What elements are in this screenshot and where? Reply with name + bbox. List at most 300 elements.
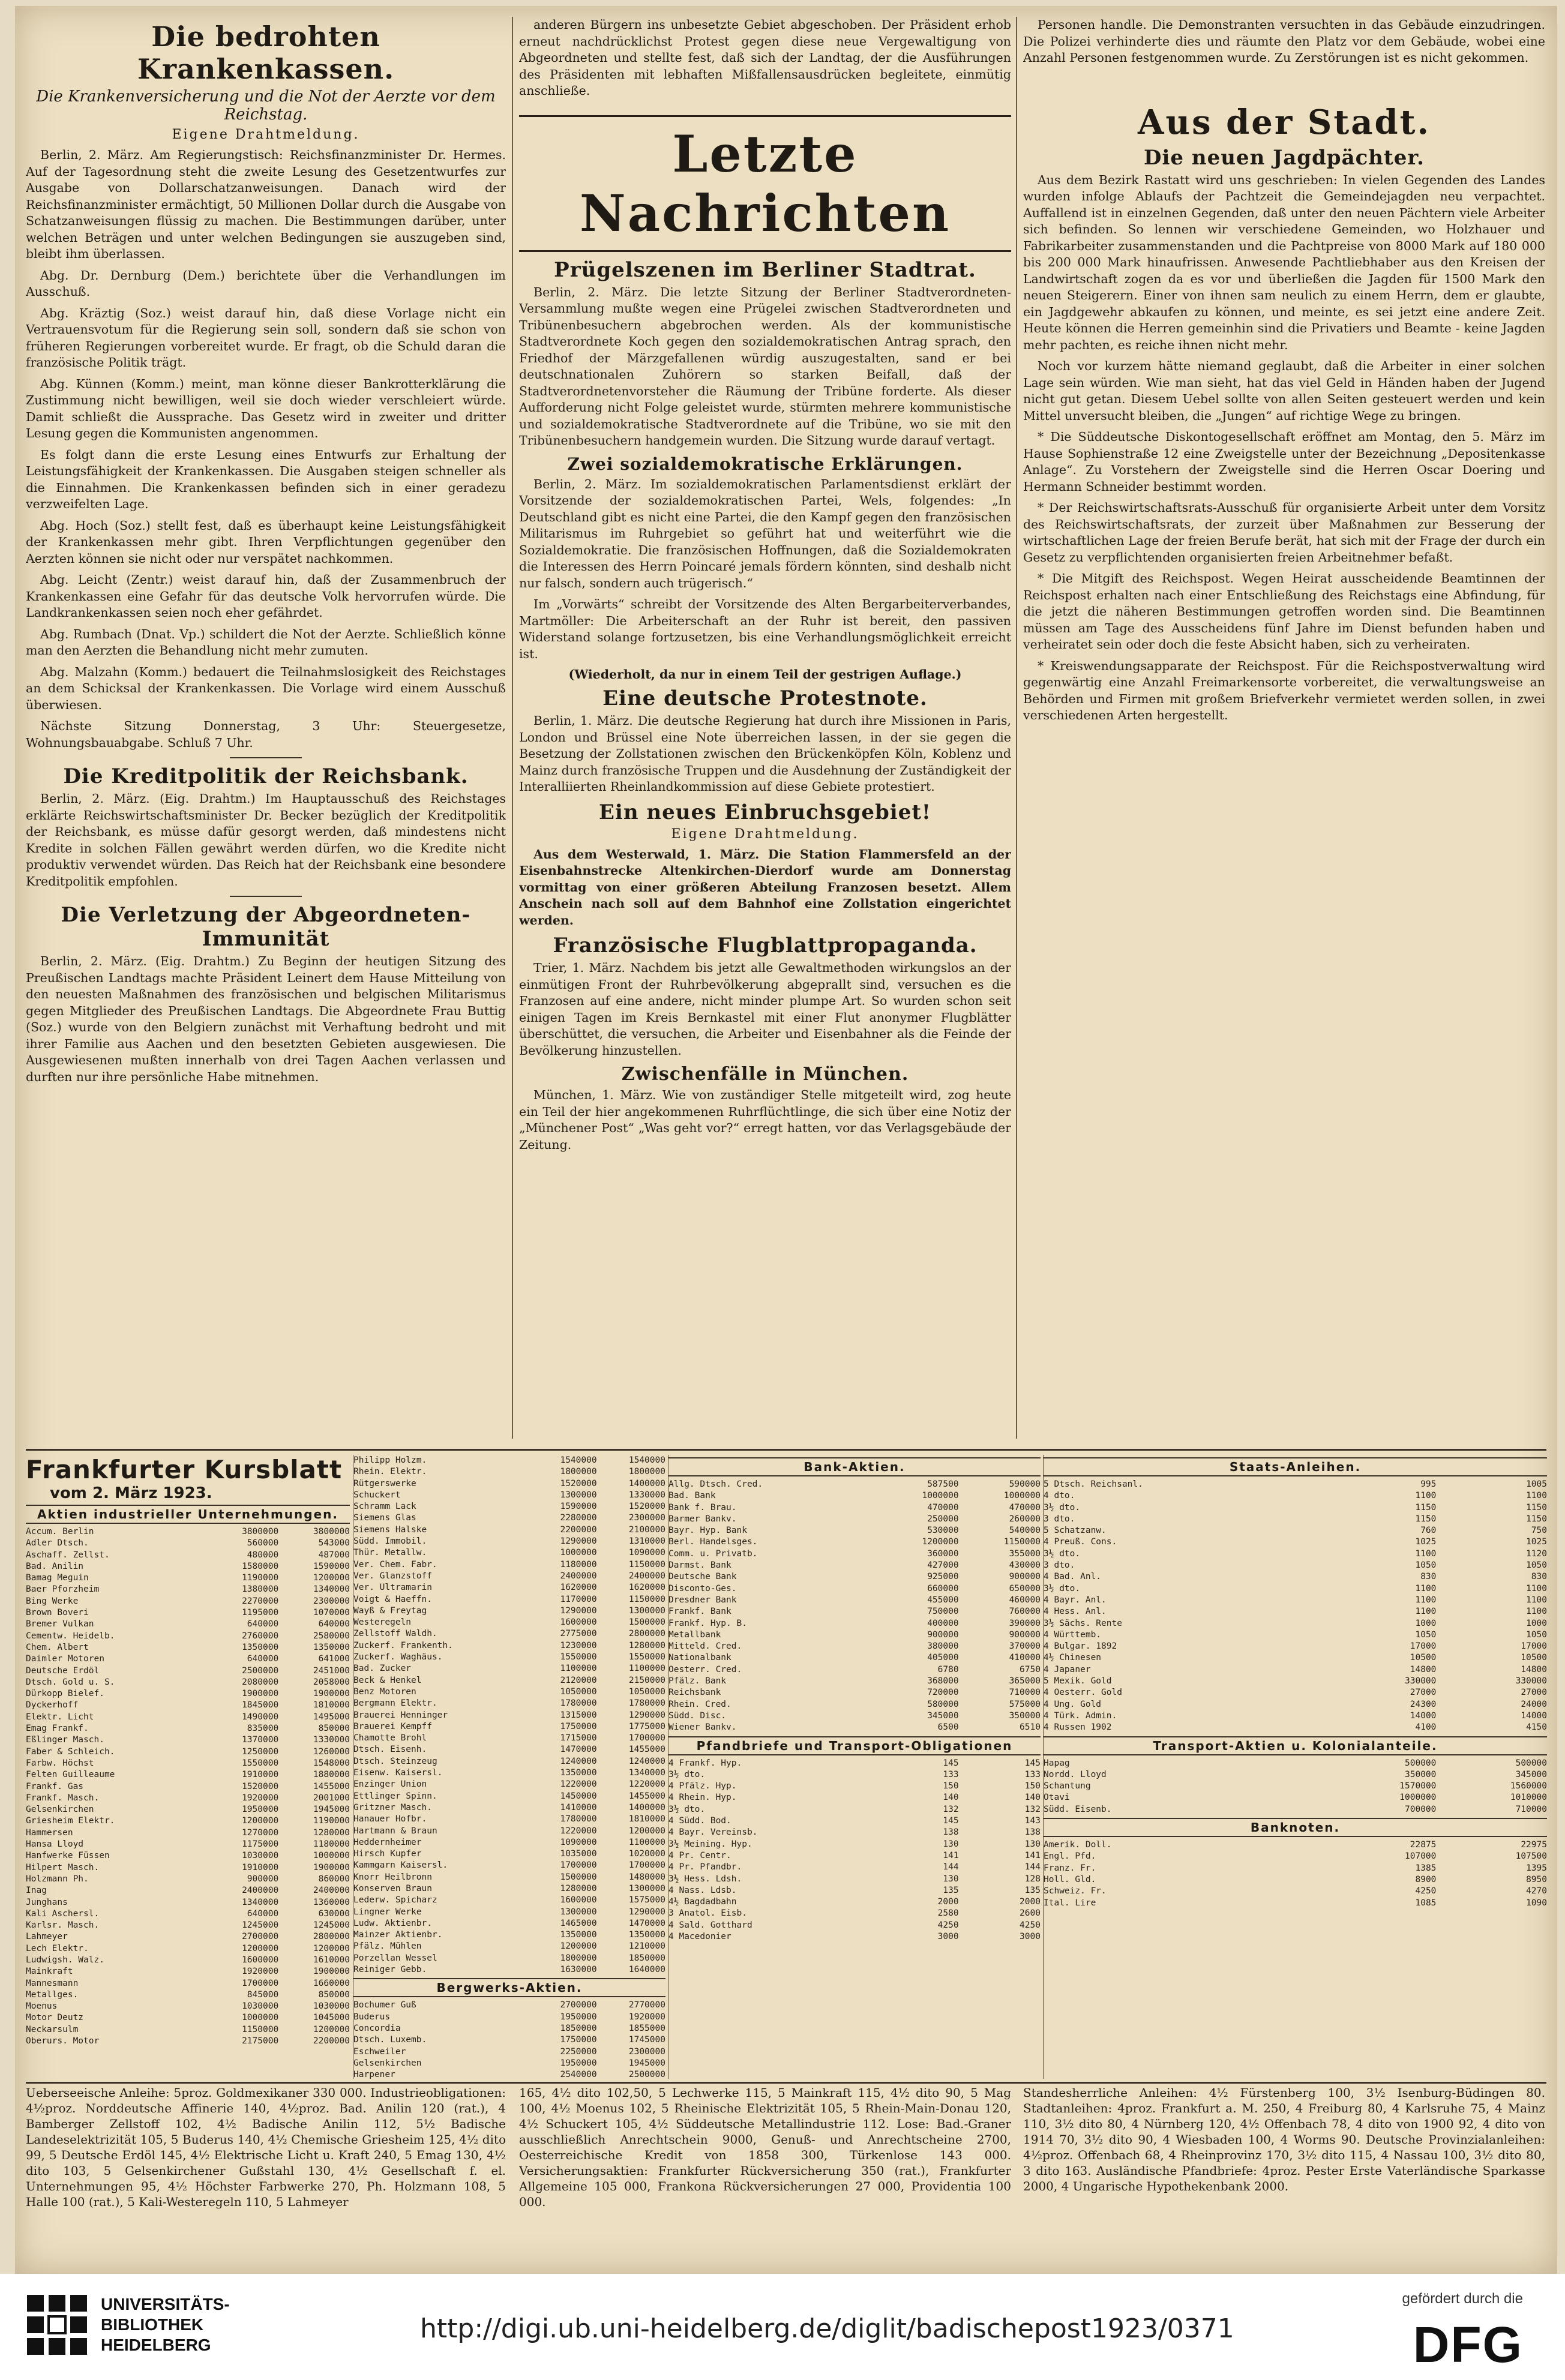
quote-value: 1400000 (628, 1802, 665, 1812)
quote-value: 560000 (247, 1538, 279, 1548)
library-logo[interactable] (24, 2292, 230, 2358)
quote-value: 2700000 (242, 1932, 279, 1942)
quote-value: 1230000 (560, 1640, 597, 1650)
quote-value: 2200000 (313, 2036, 350, 2046)
section-rule (26, 2082, 1546, 2084)
table-row (1044, 1687, 1547, 1698)
quote-value: 2800000 (313, 1932, 350, 1942)
quote-value: 1520000 (628, 1502, 665, 1512)
table-row (353, 1918, 665, 1929)
security-name: Thür. Metallw. (353, 1548, 427, 1558)
quote-value: 350000 (1009, 1710, 1041, 1721)
table-row (353, 1929, 665, 1941)
headline-flugblatt: Französische Flugblattpropaganda. (553, 934, 978, 958)
quote-value: 4250 (1020, 1920, 1041, 1930)
dateline: Eigene Drahtmeldung. (172, 127, 360, 142)
quote-value: 1100 (1415, 1491, 1437, 1501)
section-header-transport: Transport-Aktien u. Kolonialanteile. (1044, 1736, 1547, 1755)
quote-value: 1920000 (242, 1967, 279, 1977)
security-name: Rhein. Cred. (668, 1699, 731, 1709)
security-name: Oberurs. Motor (26, 2036, 100, 2046)
headline-erklaerungen: Zwei sozialdemokratische Erklärungen. (567, 454, 963, 474)
quote-value: 405000 (927, 1653, 959, 1663)
stock-quotation-table (26, 1455, 1546, 2079)
security-name: Bad. Bank (668, 1491, 716, 1501)
table-row (1044, 1676, 1547, 1687)
quote-value: 1000000 (1003, 1491, 1041, 1501)
quote-value: 1455000 (628, 1791, 665, 1801)
security-name: Hanauer Hofbr. (353, 1814, 427, 1824)
quote-value: 1900000 (313, 1689, 350, 1699)
funder-note: gefördert durch die (1402, 2291, 1523, 2307)
quote-value: 1195000 (242, 1608, 279, 1618)
security-name: Lahmeyer (26, 1932, 68, 1942)
security-name: Engl. Pfd. (1044, 1851, 1096, 1862)
quote-value: 2760000 (242, 1631, 279, 1641)
library-name-line: HEIDELBERG (101, 2336, 211, 2354)
quote-value: 1340000 (628, 1768, 665, 1778)
security-name: Holl. Gld. (1044, 1874, 1096, 1884)
table-row (353, 1907, 665, 1918)
security-name: Porzellan Wessel (353, 1953, 437, 1963)
quote-value: 4100 (1415, 1722, 1437, 1733)
quote-value: 1330000 (628, 1490, 665, 1500)
quote-value: 145 (1024, 1758, 1041, 1768)
table-row (353, 1466, 665, 1478)
table-row (353, 1883, 665, 1895)
quote-value: 1950000 (242, 1805, 279, 1815)
security-name: 4 Oesterr. Gold (1044, 1688, 1122, 1698)
quote-value: 135 (1024, 1885, 1041, 1895)
quote-value: 640000 (247, 1908, 279, 1919)
security-name: Lingner Werke (353, 1907, 422, 1917)
dfg-logo-icon[interactable]: DFG (1413, 2316, 1523, 2373)
table-row (26, 1781, 350, 1793)
security-name: Bad. Anilin (26, 1561, 84, 1571)
headline-jagdpaechter: Die neuen Jagdpächter. (1144, 145, 1425, 170)
table-row (668, 1758, 1041, 1769)
quote-value: 1775000 (628, 1721, 665, 1731)
quote-value: 2800000 (628, 1629, 665, 1639)
quote-value: 1150 (1415, 1502, 1437, 1512)
quote-list (1044, 1758, 1547, 1815)
quote-value: 1700000 (560, 1860, 597, 1871)
quote-value: 1850000 (628, 1953, 665, 1963)
security-name: Ver. Ultramarin (353, 1583, 432, 1593)
table-row (26, 1596, 350, 1607)
table-row (1044, 1839, 1547, 1851)
quote-value: 330000 (1405, 1676, 1437, 1686)
quote-value: 143 (1024, 1816, 1041, 1826)
security-name: Siemens Glas (353, 1513, 416, 1523)
quote-value: 1500000 (628, 1617, 665, 1628)
quote-value: 1620000 (628, 1583, 665, 1593)
quote-value: 1000 (1526, 1618, 1547, 1628)
table-row (26, 1955, 350, 1966)
security-name: 3½ dto. (668, 1804, 706, 1814)
quote-value: 132 (943, 1804, 959, 1814)
table-row (353, 1698, 665, 1709)
security-name: Baer Pforzheim (26, 1584, 100, 1595)
kurs-column-industrie-2 (353, 1455, 665, 2079)
digitization-footer (0, 2274, 1565, 2380)
table-row (353, 2023, 665, 2034)
security-name: Berl. Handelsges. (668, 1537, 758, 1547)
quote-value: 1780000 (560, 1698, 597, 1709)
table-row (668, 1548, 1041, 1560)
security-name: 3 dto. (1044, 1560, 1075, 1571)
quote-value: 1750000 (560, 2035, 597, 2045)
quote-value: 1945000 (628, 2058, 665, 2068)
quote-value: 1100 (1526, 1607, 1547, 1617)
security-name: 4 Pr. Pfandbr. (668, 1862, 742, 1872)
security-name: Metallbank (668, 1629, 721, 1640)
quote-value: 17000 (1410, 1641, 1437, 1652)
security-name: Hanfwerke Füssen (26, 1851, 110, 1861)
table-row (668, 1571, 1041, 1583)
table-row (353, 1710, 665, 1721)
table-row (353, 1686, 665, 1698)
security-name: Hansa Lloyd (26, 1839, 84, 1850)
table-row (26, 1966, 350, 1977)
quote-value: 360000 (927, 1548, 959, 1559)
security-name: Otavi (1044, 1793, 1070, 1803)
quote-value: 1590000 (313, 1561, 350, 1571)
quote-value: 140 (1024, 1793, 1041, 1803)
quote-list (1044, 1839, 1547, 1909)
quote-value: 1850000 (560, 2023, 597, 2033)
quote-value: 1245000 (313, 1920, 350, 1931)
quote-value: 900000 (927, 1629, 959, 1640)
security-name: Schweiz. Fr. (1044, 1886, 1107, 1896)
table-row (1044, 1851, 1547, 1862)
quote-value: 1200000 (313, 2024, 350, 2034)
quote-value: 1610000 (313, 1955, 350, 1965)
table-row (1044, 1699, 1547, 1710)
kurs-header (26, 1455, 350, 1502)
quote-value: 2280000 (560, 1513, 597, 1523)
quote-value: 995 (1420, 1479, 1437, 1489)
quote-value: 1548000 (313, 1758, 350, 1768)
table-row (1044, 1548, 1547, 1560)
security-name: Barmer Bankv. (668, 1514, 737, 1524)
table-row (353, 1872, 665, 1883)
quote-value: 10500 (1521, 1653, 1547, 1663)
quote-value: 6500 (937, 1722, 959, 1733)
security-name: Bamag Meguin (26, 1573, 89, 1583)
quote-value: 1000000 (560, 1548, 597, 1558)
quote-value: 2500000 (628, 2070, 665, 2079)
quote-value: 368000 (927, 1676, 959, 1686)
headline-muenchen: Zwischenfälle in München. (621, 1064, 909, 1085)
quote-value: 365000 (1009, 1676, 1041, 1686)
table-row (353, 1571, 665, 1582)
quote-value: 8950 (1526, 1874, 1547, 1884)
quote-value: 427000 (927, 1560, 959, 1571)
table-row (353, 1767, 665, 1779)
quote-value: 460000 (1009, 1595, 1041, 1605)
quote-value: 1020000 (628, 1849, 665, 1859)
security-name: Ital. Lire (1044, 1898, 1096, 1908)
table-row (668, 1676, 1041, 1687)
security-name: 4 Pfälz. Hyp. (668, 1781, 737, 1791)
table-row (668, 1641, 1041, 1652)
table-row (353, 1501, 665, 1512)
quote-value: 2400000 (313, 1886, 350, 1896)
quote-value: 1560000 (1510, 1781, 1547, 1791)
bottom-paragraph: Ueberseeische Anleihe: 5proz. Goldmexikaner 330 000. Industrieobligationen: 4½proz. Norddeutsche Affinerie 140, 4½proz. Bad. Anilin 120 (rat.), 4 Bamberger Zellstoff 102, 4½ Badische Anilin 112, 5½ Badische Landeselektrizität 105, 5 Buderus 140, 4½ Chemische Griesheim 125, 4½ dito 99, 5 Deutsche Erdöl 145, 4½ Elektrische Licht u. Kraft 240, 5 Emag 130, 4½ dito 103, 5 Gelsenkirchener Gußstahl 130, 4½ Gesellschaft f. el. Unternehmungen 95, 4½ Höchster Farbwerke 270, Ph. Holzmann 108, 5 Halle 100 (rat.), 5 Kali-Westeregeln 110, 5 Lahmeyer (26, 2085, 506, 2209)
quote-value: 1490000 (242, 1712, 279, 1722)
security-name: Karlsr. Masch. (26, 1920, 100, 1931)
security-name: Adler Dtsch. (26, 1538, 89, 1548)
quote-value: 850000 (318, 1724, 350, 1734)
article-paragraph: Personen handle. Die Demonstranten versuchten in das Gebäude einzudringen. Die Polizei verhinderte dies und räumte den Platz vor dem Gebäude, wobei eine Anzahl Personen festgenommen wurde. Zu Zerstörungen ist es nicht gekommen. (1023, 17, 1545, 65)
section-masthead-aus-der-stadt: Aus der Stadt. (1137, 102, 1431, 142)
security-name: Hirsch Kupfer (353, 1849, 422, 1859)
quote-value: 1810000 (628, 1814, 665, 1824)
quote-value: 150 (943, 1781, 959, 1791)
table-row (1044, 1536, 1547, 1548)
security-name: 4 Russen 1902 (1044, 1722, 1112, 1733)
table-row (353, 1848, 665, 1860)
security-name: Eßlinger Masch. (26, 1735, 104, 1745)
table-row (353, 1547, 665, 1559)
quote-value: 1495000 (313, 1712, 350, 1722)
table-row (668, 1781, 1041, 1792)
security-name: Faber & Schleich. (26, 1746, 115, 1757)
security-name: Hartmann & Braun (353, 1826, 437, 1836)
quote-value: 1310000 (628, 1536, 665, 1547)
quote-value: 2600 (1020, 1908, 1041, 1919)
article-paragraph: Noch vor kurzem hätte niemand geglaubt, daß die Arbeiter in einer solchen Lage sein würden. Wie man sieht, hat das viel Geld in Händen haben der Jugend nicht gut getan. Diesem Uebel sollte von allen Seiten gesteuert werden und kein Mittel unversucht bleiben, die „Jungen“ auf richtige Wege zu bringen. (1023, 359, 1545, 423)
quote-value: 1100000 (628, 1664, 665, 1674)
article-paragraph: Abg. Leicht (Zentr.) weist darauf hin, daß der Zusammenbruch der Krankenkassen eine Gefahr für das deutsche Volk hervorrufen würde. Die Landkrankenkassen seien noch eher gefährdet. (26, 572, 506, 620)
quote-value: 480000 (247, 1550, 279, 1560)
table-row (26, 1920, 350, 1931)
quote-value: 1120 (1526, 1548, 1547, 1559)
quote-value: 14800 (1410, 1664, 1437, 1674)
table-row (1044, 1758, 1547, 1769)
quote-value: 141 (1024, 1850, 1041, 1860)
table-row (1044, 1874, 1547, 1886)
table-row (353, 1860, 665, 1871)
table-row (26, 1712, 350, 1723)
quote-value: 530000 (927, 1526, 959, 1536)
quote-value: 1910000 (242, 1770, 279, 1780)
dateline: Eigene Drahtmeldung. (671, 826, 859, 842)
security-name: Allg. Dtsch. Cred. (668, 1479, 763, 1489)
quote-value: 710000 (1009, 1688, 1041, 1698)
security-name: Bank f. Brau. (668, 1502, 737, 1512)
security-name: Bing Werke (26, 1596, 79, 1606)
security-name: Buderus (353, 2012, 391, 2022)
quote-value: 455000 (927, 1595, 959, 1605)
quote-value: 1945000 (313, 1805, 350, 1815)
table-row (353, 1512, 665, 1524)
quote-value: 1630000 (560, 1965, 597, 1975)
table-row (668, 1652, 1041, 1664)
security-name: 4 Bulgar. 1892 (1044, 1641, 1117, 1652)
security-name: Gelsenkirchen (353, 2058, 422, 2068)
quote-value: 710000 (1515, 1804, 1547, 1814)
security-name: Ludw. Aktienbr. (353, 1918, 432, 1928)
quote-value: 540000 (1009, 1526, 1041, 1536)
quote-value: 107000 (1405, 1851, 1437, 1862)
permalink-url[interactable]: http://digi.ub.uni-heidelberg.de/diglit/badischepost1923/0371 (420, 2313, 1234, 2344)
security-name: Franz. Fr. (1044, 1863, 1096, 1873)
table-row (668, 1502, 1041, 1514)
quote-value: 2400000 (628, 1571, 665, 1581)
quote-value: 2451000 (313, 1665, 350, 1676)
table-row (353, 1953, 665, 1964)
table-row (668, 1606, 1041, 1617)
table-row (668, 1699, 1041, 1710)
table-row (353, 1490, 665, 1501)
security-name: Hilpert Masch. (26, 1862, 100, 1872)
quote-value: 487000 (318, 1550, 350, 1560)
quote-value: 1500000 (560, 1872, 597, 1882)
security-name: 4 Preuß. Cons. (1044, 1537, 1117, 1547)
quote-value: 1000000 (1399, 1793, 1437, 1803)
article-paragraph: * Kreiswendungsapparate der Reichspost. Für die Reichspostverwaltung wird gegenwärtig eine Anzahl Freimarkensorte vorbereitet, die verwaltungsweise an Behörden und Firmen mit großem Briefverkehr vermietet werden sollen, in zwei verschiedenen Arten hergestellt. (1023, 658, 1545, 722)
quote-value: 145 (943, 1816, 959, 1826)
security-name: Dtsch. Eisenh. (353, 1745, 427, 1755)
security-name: 3 dto. (1044, 1514, 1075, 1524)
security-name: Dyckerhoff (26, 1700, 79, 1710)
security-name: Mannesmann (26, 1978, 79, 1988)
security-name: Südd. Eisenb. (1044, 1804, 1112, 1814)
quote-value: 1280000 (628, 1640, 665, 1650)
security-name: Disconto-Ges. (668, 1583, 737, 1593)
article-paragraph: Abg. Rumbach (Dnat. Vp.) schildert die Not der Aerzte. Schließlich könne man den Aerzten die Behandlung nicht mehr zumuten. (26, 626, 506, 658)
quote-value: 1005 (1526, 1479, 1547, 1489)
quote-value: 2775000 (560, 1629, 597, 1639)
quote-value: 1090000 (560, 1837, 597, 1847)
security-name: 4 Ung. Gold (1044, 1699, 1102, 1709)
quote-value: 1150000 (628, 1559, 665, 1569)
table-row (26, 1839, 350, 1850)
table-row (668, 1839, 1041, 1850)
quote-value: 1340000 (313, 1584, 350, 1595)
quote-value: 6750 (1020, 1664, 1041, 1674)
security-name: Holzmann Ph. (26, 1874, 89, 1884)
table-row (668, 1804, 1041, 1815)
table-row (668, 1885, 1041, 1896)
quote-value: 10500 (1410, 1653, 1437, 1663)
table-row (1044, 1863, 1547, 1874)
quote-value: 900000 (1009, 1572, 1041, 1582)
quote-value: 1350000 (560, 1930, 597, 1940)
quote-value: 1190000 (242, 1573, 279, 1583)
headline-pruegelszenen: Prügelszenen im Berliner Stadtrat. (554, 257, 976, 282)
security-name: Junghans (26, 1897, 68, 1907)
table-row (1044, 1769, 1547, 1781)
quote-value: 2580 (937, 1908, 959, 1919)
library-name-line: UNIVERSITÄTS- (101, 2295, 230, 2313)
table-row (353, 1895, 665, 1906)
table-row (353, 1605, 665, 1617)
security-name: Dtsch. Gold u. S. (26, 1677, 115, 1687)
library-name (101, 2294, 230, 2355)
table-row (26, 1989, 350, 2001)
security-name: Aschaff. Zellst. (26, 1550, 110, 1560)
security-name: Bochumer Guß (353, 2000, 416, 2010)
quote-value: 2250000 (560, 2046, 597, 2057)
quote-value: 410000 (1009, 1653, 1041, 1663)
quote-value: 1200000 (313, 1573, 350, 1583)
table-row (26, 1572, 350, 1584)
quote-value: 1845000 (242, 1700, 279, 1710)
quote-value: 1150000 (628, 1594, 665, 1604)
quote-value: 1855000 (628, 2023, 665, 2033)
quote-value: 1100 (1526, 1491, 1547, 1501)
quote-value: 1150000 (242, 2024, 279, 2034)
security-name: Rütgerswerke (353, 1478, 416, 1488)
quote-value: 2200000 (560, 1524, 597, 1535)
security-name: Rhein. Elektr. (353, 1467, 427, 1477)
table-row (26, 1526, 350, 1538)
quote-value: 1070000 (313, 1608, 350, 1618)
quote-value: 1220000 (560, 1779, 597, 1790)
table-row (668, 1850, 1041, 1862)
table-row (26, 1561, 350, 1572)
article-paragraph: Abg. Kräztig (Soz.) weist darauf hin, daß diese Vorlage nicht ein Vertrauensvotum für die Regierung sein soll, sondern daß sie schon von früheren Regierungen vorbereitet wurde. Er fragt, ob die Schuld daran die französische Politik trägt. (26, 305, 506, 370)
quote-value: 141 (943, 1850, 959, 1860)
table-row (26, 2024, 350, 2036)
security-name: Chem. Albert (26, 1642, 89, 1652)
quote-value: 1600000 (560, 1617, 597, 1628)
security-name: Zellstoff Waldh. (353, 1629, 437, 1639)
table-row (668, 1560, 1041, 1571)
headline-immunitaet: Die Verletzung der Abgeordneten-Immunität (61, 903, 471, 951)
security-name: 3½ dto. (668, 1769, 706, 1779)
security-name: Westeregeln (353, 1617, 412, 1628)
quote-value: 1950000 (560, 2012, 597, 2022)
table-row (26, 1897, 350, 1908)
headline-kreditpolitik: Die Kreditpolitik der Reichsbank. (63, 764, 469, 788)
security-name: Comm. u. Privatb. (668, 1548, 758, 1559)
quote-value: 1520000 (560, 1478, 597, 1488)
table-row (26, 1653, 350, 1665)
table-row (668, 1862, 1041, 1873)
security-name: 5 Mexik. Gold (1044, 1676, 1112, 1686)
quote-value: 700000 (1405, 1804, 1437, 1814)
security-name: Lech Elektr. (26, 1943, 89, 1953)
security-name: Deutsche Erdöl (26, 1665, 100, 1676)
table-row (353, 1756, 665, 1767)
quote-value: 1200000 (313, 1943, 350, 1953)
security-name: Farbw. Höchst (26, 1758, 94, 1768)
quote-value: 2540000 (560, 2070, 597, 2079)
article-paragraph: Berlin, 2. März. Die letzte Sitzung der Berliner Stadtverordneten-Versammlung mußte wegen eine Prügelei zwischen Stadtverordneten und Tribünenbesuchern abgebrochen werden. Als der kommunistische Stadtverordnete Koch gegen den sozialdemokratischen Antrag sprach, den Friedhof der Märzgefallenen würdig auszugestalten, sand er bei deutschnationalen Zuhörern so starken Beifall, daß der Stadtverordnetenvorsteher die Räumung der Tribüne forderte. Als dieser Aufforderung nicht Folge geleistet wurde, stürmten mehrere kommunistische und sozialdemokratische Stadtverordnete auf die Tribüne, wo sie mit den Tribünenbesuchern handgemein wurden. Die Sitzung wurde darauf vertagt. (519, 284, 1011, 448)
quote-value: 2300000 (628, 2046, 665, 2057)
quote-value: 4270 (1526, 1886, 1547, 1896)
table-row (668, 1525, 1041, 1536)
quote-value: 2000 (937, 1897, 959, 1907)
table-row (26, 2001, 350, 2012)
quote-value: 590000 (1009, 1479, 1041, 1489)
article-paragraph: Berlin, 2. März. (Eig. Drahtm.) Zu Beginn der heutigen Sitzung des Preußischen Landtags machte Präsident Leinert dem Hause Mitteilung von den neuesten Maßnahmen des französischen und belgischen Militarismus gegen Mitglieder des Preußischen Landtags. Die Abgeordnete Frau Buttig (Soz.) wurde von den Belgiern zunächst mit Verhaftung bedroht und mit ihrer Familie aus Aachen und den besetzten Gebieten ausgewiesen. Die Ausgewiesenen mußten innerhalb von drei Tagen Aachen verlassen und durften nur ihre persönliche Habe mitnehmen. (26, 954, 506, 1084)
security-name: Kammgarn Kaisersl. (353, 1860, 448, 1871)
table-row (668, 1583, 1041, 1595)
table-row (26, 1978, 350, 1989)
table-row (668, 1827, 1041, 1838)
quote-value: 2120000 (560, 1675, 597, 1685)
quote-value: 720000 (927, 1688, 959, 1698)
quote-value: 1570000 (1399, 1781, 1437, 1791)
article-paragraph: Im „Vorwärts“ schreibt der Vorsitzende des Alten Bergarbeiterverbandes, Martmöller: Die Arbeiterschaft an der Ruhr ist bereit, den passiven Widerstand solange fortzusetzen, bis eine Verhandlungsmöglichkeit erreicht ist. (519, 597, 1011, 661)
quote-value: 1270000 (242, 1827, 279, 1838)
